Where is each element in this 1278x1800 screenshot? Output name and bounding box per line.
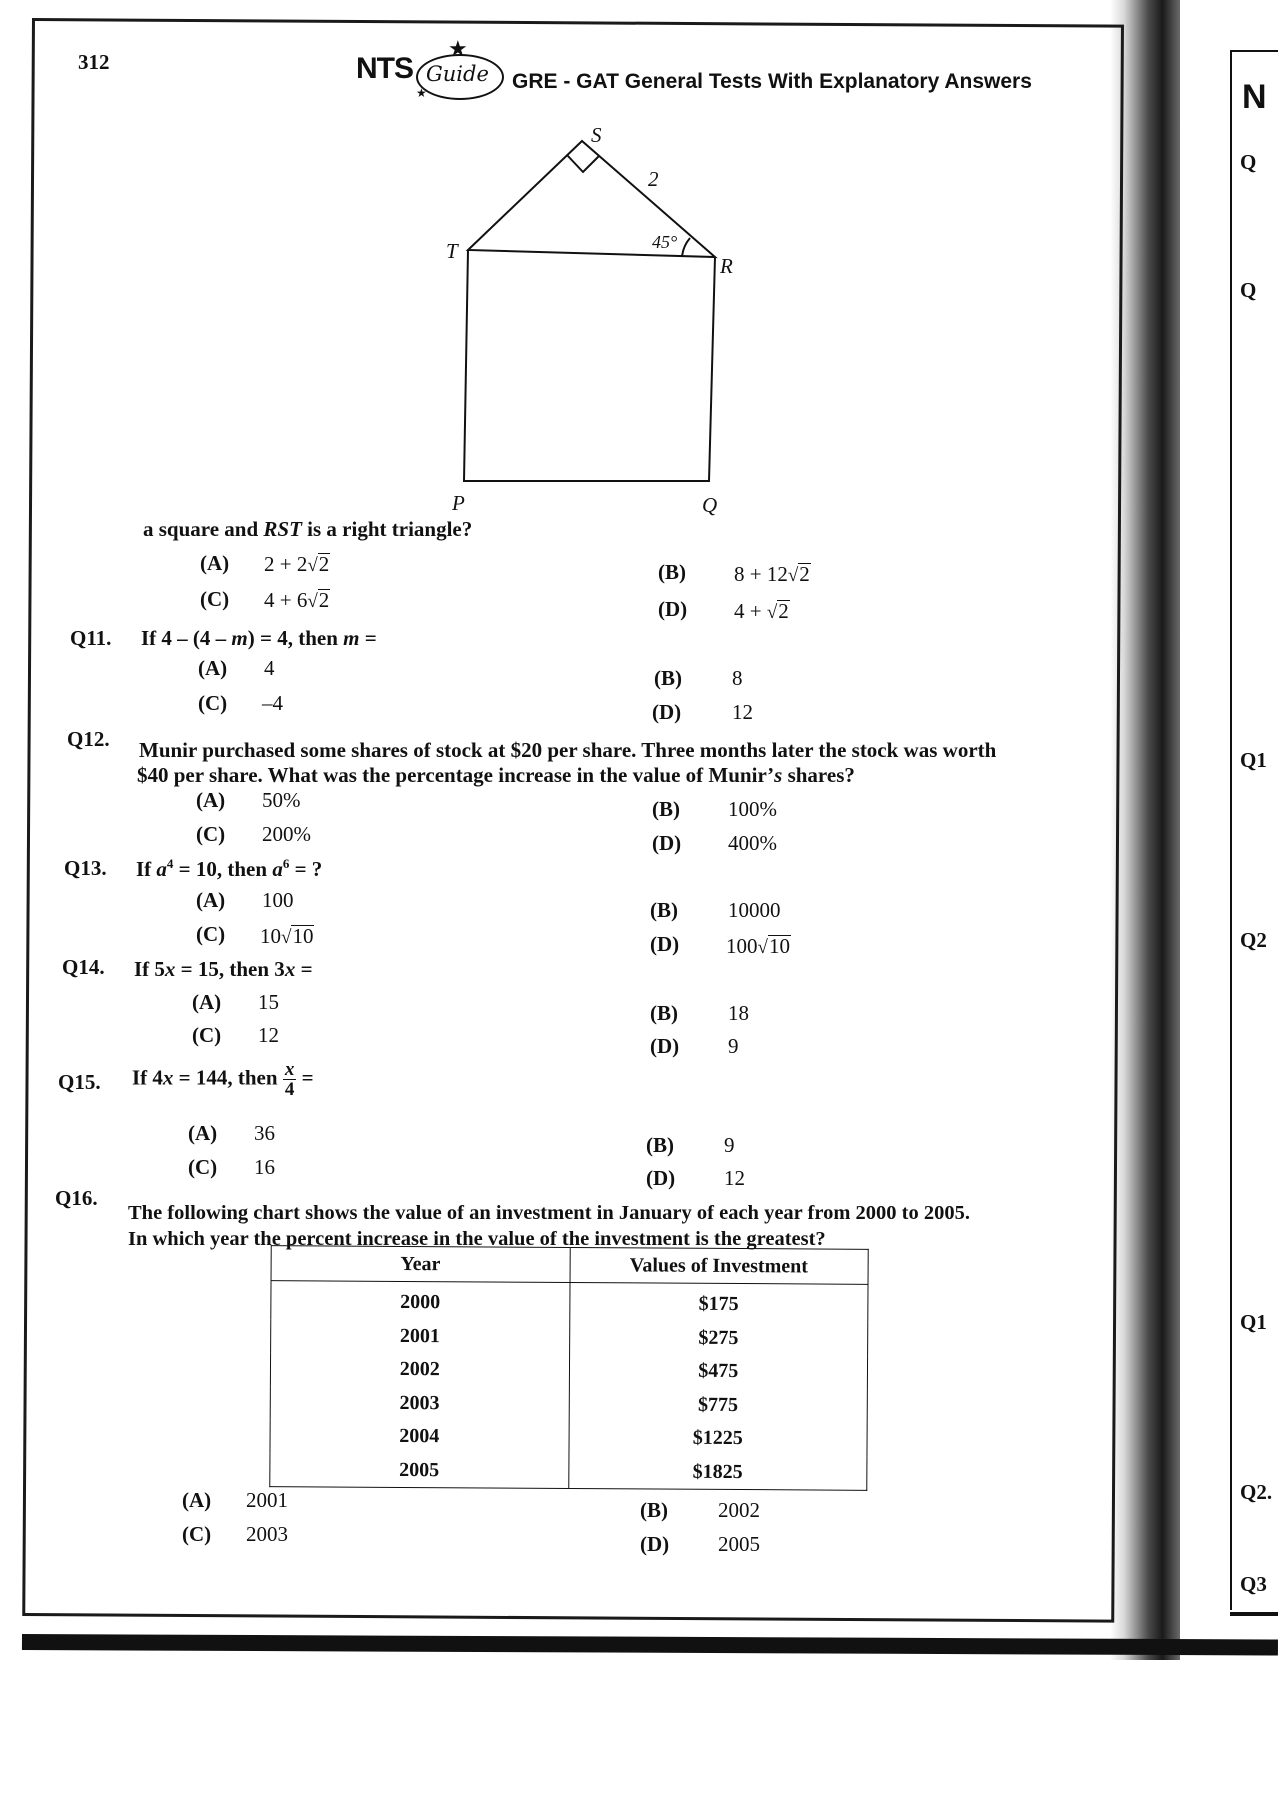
table-row [270, 1352, 867, 1389]
q15-option-d-value: 12 [724, 1166, 745, 1190]
table-row [271, 1319, 868, 1356]
right-angle-mark [567, 155, 599, 172]
q14-option-a-letter: (A) [192, 990, 222, 1014]
brand-nts: NTS [356, 52, 413, 85]
triangle-rst [468, 141, 715, 257]
table-cell: $275 [569, 1321, 868, 1356]
q10-option-a-letter: (A) [200, 551, 230, 575]
table-header: Year [271, 1246, 570, 1283]
q14-option-a-value: 15 [258, 990, 279, 1014]
q11-number: Q11. [70, 626, 112, 650]
q10-option-d-value: 4 + √2 [734, 599, 789, 623]
q14-option-b-letter: (B) [650, 1001, 678, 1025]
table-row [271, 1281, 868, 1323]
scan-edge-bar [22, 1634, 1278, 1655]
q15-option-c-letter: (C) [188, 1155, 218, 1179]
q11-option-d-letter: (D) [652, 700, 682, 724]
q10-option-d-letter: (D) [658, 597, 688, 621]
next-page-border [1230, 50, 1232, 1610]
q15-option-d-letter: (D) [646, 1166, 676, 1190]
q10-option-a-value: 2 + 2√2 [264, 552, 330, 576]
next-page-header-char: N [1242, 78, 1267, 116]
q10-option-c-value: 4 + 6√2 [264, 588, 330, 612]
q16-question-line2: In which year the percent increase in the value of the investment is the greatest? [128, 1228, 826, 1250]
table-header: Values of Investment [570, 1248, 869, 1285]
next-page-edge [1160, 0, 1278, 1800]
q16-number: Q16. [55, 1186, 98, 1210]
q12-option-c-value: 200% [262, 822, 311, 846]
next-page-label: Q [1240, 150, 1257, 174]
q15-option-b-value: 9 [724, 1133, 735, 1157]
q11-option-d-value: 12 [732, 700, 753, 724]
table-cell: 2002 [270, 1352, 569, 1387]
q15-option-a-letter: (A) [188, 1121, 218, 1145]
page-number: 312 [78, 50, 110, 74]
vertex-label-t: T [446, 239, 458, 263]
table-row [270, 1386, 867, 1423]
vertex-label-r: R [720, 254, 733, 278]
q14-option-c-letter: (C) [192, 1023, 222, 1047]
q16-option-d-value: 2005 [718, 1532, 760, 1556]
table-header-row [271, 1246, 868, 1285]
q13-option-b-value: 10000 [728, 898, 781, 922]
q16-question-line1: The following chart shows the value of an investment in January of each year from 2000 to 2005. [128, 1202, 970, 1224]
q12-option-d-letter: (D) [652, 831, 682, 855]
q12-option-d-value: 400% [728, 831, 777, 855]
q13-question: If $a^4 = 10$, then $a^6$ = ? [136, 856, 323, 881]
investment-table [269, 1245, 868, 1491]
q12-option-b-value: 100% [728, 797, 777, 821]
nts-guide-logo [356, 36, 506, 106]
q13-option-c-letter: (C) [196, 922, 226, 946]
next-page-label: Q3 [1240, 1572, 1267, 1596]
q15-option-c-value: 16 [254, 1155, 275, 1179]
q14-option-d-letter: (D) [650, 1034, 680, 1058]
q15-fraction: $\frac{x}{4}$ [284, 1059, 295, 1100]
q11-option-a-value: 4 [264, 656, 275, 680]
next-page-label: Q1 [1240, 1310, 1267, 1334]
header-title: GRE - GAT General Tests With Explanatory Answers [512, 70, 1032, 93]
table-cell: 2001 [271, 1319, 570, 1354]
angle-arc [682, 238, 690, 257]
q11-option-c-value: –4 [262, 691, 283, 715]
q10-question: a square and RST is a right triangle? [143, 517, 473, 541]
brand-guide: Guide [426, 62, 489, 86]
table-cell: $775 [569, 1387, 868, 1422]
table-cell: 2000 [271, 1281, 570, 1321]
q11-option-c-letter: (C) [198, 691, 228, 715]
side-label: 2 [648, 167, 659, 191]
next-page-label: Q1 [1240, 748, 1267, 772]
q16-option-a-letter: (A) [182, 1488, 212, 1512]
q11-option-b-letter: (B) [654, 666, 682, 690]
square-triangle-figure [420, 120, 760, 520]
q13-number: Q13. [64, 856, 107, 880]
q15-option-a-value: 36 [254, 1121, 275, 1145]
next-page-label: Q2 [1240, 928, 1267, 952]
vertex-label-q: Q [702, 493, 718, 517]
table-row [270, 1419, 867, 1456]
table-cell: $475 [569, 1354, 868, 1389]
table-cell: 2005 [270, 1453, 569, 1489]
table-cell: $175 [569, 1283, 868, 1323]
q12-option-a-letter: (A) [196, 788, 226, 812]
q11-option-b-value: 8 [732, 666, 743, 690]
q11-option-a-letter: (A) [198, 656, 228, 680]
table-cell: 2003 [270, 1386, 569, 1421]
q14-option-b-value: 18 [728, 1001, 749, 1025]
q16-option-d-letter: (D) [640, 1532, 670, 1556]
table-row [270, 1453, 867, 1491]
q16-option-c-letter: (C) [182, 1522, 212, 1546]
vertex-label-p: P [452, 491, 465, 515]
q10-option-c-letter: (C) [200, 587, 230, 611]
q12-option-a-value: 50% [262, 788, 301, 812]
q15-question: If 4x = 144, then $\frac{x}{4}$ = [132, 1059, 314, 1100]
q13-option-c-value: 10√10 [260, 924, 314, 948]
vertex-label-s: S [591, 123, 602, 147]
q13-option-a-letter: (A) [196, 888, 226, 912]
q15-option-b-letter: (B) [646, 1133, 674, 1157]
table-cell: $1225 [568, 1421, 867, 1456]
q14-option-d-value: 9 [728, 1034, 739, 1058]
q12-question-line2: $40 per share. What was the percentage increase in the value of Munir’s shares? [137, 763, 855, 787]
small-star-icon: ★ [416, 86, 427, 100]
q16-option-a-value: 2001 [246, 1488, 288, 1512]
q14-question: If 5x = 15, then 3x = [134, 957, 313, 981]
q11-question: If 4 – (4 – m) = 4, then m = [141, 626, 377, 650]
q12-question-line1: Munir purchased some shares of stock at $20 per share. Three months later the stock was worth [139, 738, 997, 762]
q13-option-b-letter: (B) [650, 898, 678, 922]
q14-option-c-value: 12 [258, 1023, 279, 1047]
q13-option-d-value: 100√10 [726, 934, 790, 958]
q16-option-b-value: 2002 [718, 1498, 760, 1522]
q10-option-b-value: 8 + 12√2 [734, 562, 810, 586]
q12-option-c-letter: (C) [196, 822, 226, 846]
next-page-label: Q2. [1240, 1480, 1273, 1504]
table-cell: 2004 [270, 1419, 569, 1454]
angle-label: 45° [652, 232, 678, 252]
table-cell: $1825 [568, 1454, 867, 1490]
square-pqrt [464, 250, 715, 481]
q16-option-c-value: 2003 [246, 1522, 288, 1546]
q14-number: Q14. [62, 955, 105, 979]
q13-option-a-value: 100 [262, 888, 294, 912]
next-page-label: Q [1240, 278, 1257, 302]
q16-option-b-letter: (B) [640, 1498, 668, 1522]
q12-number: Q12. [67, 727, 110, 751]
star-icon: ★ [448, 36, 468, 61]
q15-number: Q15. [58, 1070, 101, 1094]
q12-option-b-letter: (B) [652, 797, 680, 821]
q10-option-b-letter: (B) [658, 560, 686, 584]
q13-option-d-letter: (D) [650, 932, 680, 956]
